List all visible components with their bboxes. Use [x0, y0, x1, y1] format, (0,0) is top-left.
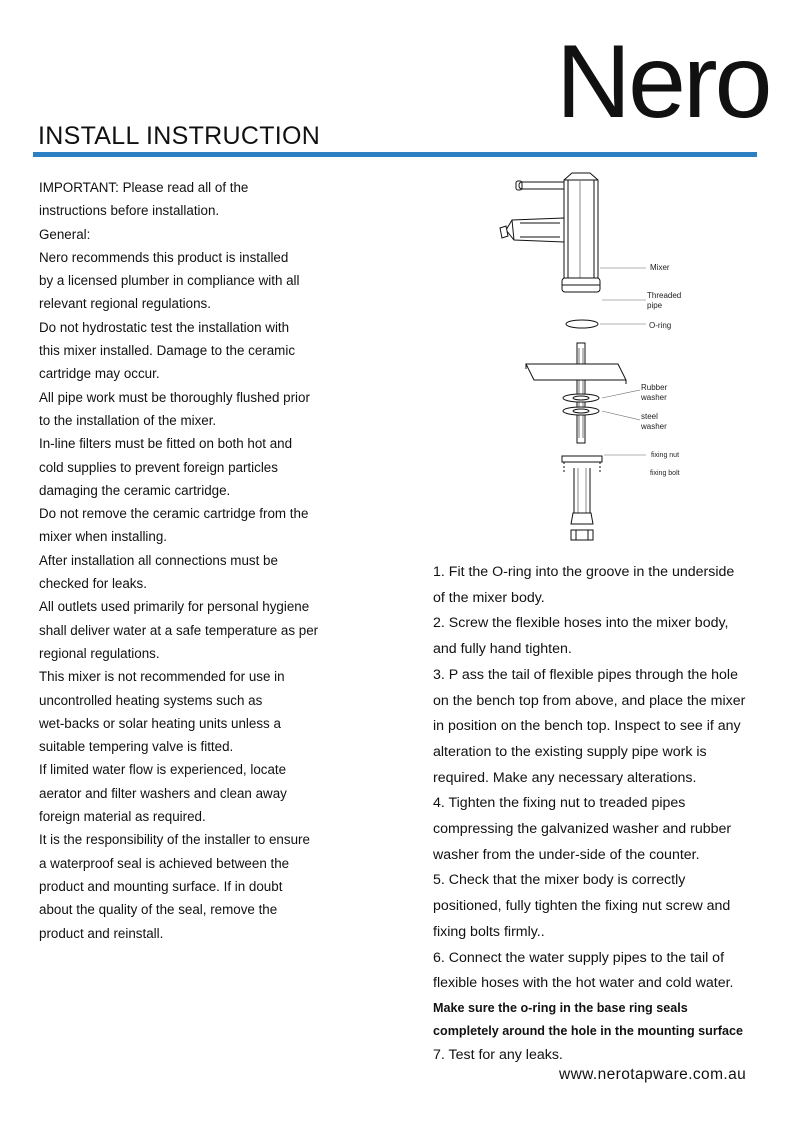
diagram-labels — [640, 263, 681, 477]
text-line: All outlets used primarily for personal hygiene — [39, 599, 310, 615]
text-line: a waterproof seal is achieved between the — [39, 855, 290, 871]
text-line: this mixer installed. Damage to the ceramic — [39, 343, 296, 359]
brand-logo: Nero — [556, 24, 770, 140]
text-line: by a licensed plumber in compliance with all — [39, 273, 300, 289]
o-ring-drawing — [566, 320, 598, 328]
text-line: This mixer is not recommended for use in — [39, 669, 285, 685]
step-line: and fully hand tighten. — [433, 641, 572, 658]
text-line: uncontrolled heating systems such as — [39, 692, 263, 708]
mixer-spout-drawing — [500, 218, 564, 242]
text-line: If limited water flow is experienced, locate — [39, 762, 287, 778]
threaded-pipe-drawing — [577, 343, 585, 443]
text-line: about the quality of the seal, remove the — [39, 902, 278, 918]
leader-lines — [600, 268, 646, 455]
text-line: product and mounting surface. If in doubt — [39, 878, 283, 894]
title-divider — [33, 152, 757, 157]
text-line: relevant regional regulations. — [39, 296, 211, 312]
step-line: of the mixer body. — [433, 589, 545, 606]
step-line: 1. Fit the O-ring into the groove in the underside — [433, 564, 735, 580]
text-line: wet-backs or solar heating units unless a — [39, 715, 281, 731]
text-line: All pipe work must be thoroughly flushed prior — [39, 389, 310, 405]
text-line: shall deliver water at a safe temperature as per — [39, 622, 319, 638]
step-line: compressing the galvanized washer and rubber — [433, 821, 732, 838]
label-fixing-nut: fixing nut — [651, 452, 680, 459]
text-line: mixer when installing. — [39, 529, 168, 545]
steel-washer-drawing — [563, 407, 599, 415]
text-line: instructions before installation. — [39, 203, 220, 219]
step-line: 3. P ass the tail of flexible pipes through the hole — [433, 666, 738, 683]
label-steel-washer: washer — [641, 422, 667, 431]
page-title: INSTALL INSTRUCTION — [38, 122, 321, 150]
text-line: Nero recommends this product is installed — [39, 249, 289, 265]
installation-steps — [433, 560, 763, 1069]
website-link[interactable]: www.nerotapware.com.au — [559, 1066, 747, 1083]
mixer-body-drawing — [562, 173, 600, 292]
step-note: completely around the hole in the mounting surface — [433, 1023, 743, 1038]
label-fixing-bolt: fixing bolt — [650, 470, 680, 477]
text-line: cold supplies to prevent foreign particles — [39, 459, 278, 475]
mixer-handle-drawing — [516, 181, 567, 190]
text-line: regional regulations. — [39, 645, 160, 661]
label-threaded: Threaded — [647, 291, 682, 300]
step-note: Make sure the o-ring in the base ring seals — [433, 1000, 688, 1015]
text-line: damaging the ceramic cartridge. — [39, 482, 231, 498]
text-line: checked for leaks. — [39, 576, 147, 592]
rubber-washer-drawing — [563, 394, 599, 402]
text-line: IMPORTANT: Please read all of the — [39, 180, 249, 195]
label-mixer: Mixer — [650, 263, 670, 272]
step-line: positioned, fully tighten the fixing nut screw and — [433, 898, 731, 915]
text-line: to the installation of the mixer. — [39, 412, 217, 428]
label-pipe: pipe — [647, 301, 663, 310]
text-line: foreign material as required. — [39, 809, 206, 825]
text-line: cartridge may occur. — [39, 366, 160, 382]
label-steel: steel — [641, 412, 658, 421]
faucet-exploded-diagram — [490, 168, 720, 548]
step-line: in position on the bench top. Inspect to see if any — [433, 718, 741, 735]
text-line: product and reinstall. — [39, 925, 164, 941]
label-rubber-washer: washer — [641, 393, 667, 402]
step-line: alteration to the existing supply pipe work is — [433, 743, 707, 760]
text-line: Do not hydrostatic test the installation with — [39, 319, 290, 335]
step-line: 5. Check that the mixer body is correctly — [433, 872, 686, 889]
label-oring: O-ring — [649, 321, 672, 330]
text-line: Do not remove the ceramic cartridge from the — [39, 506, 309, 522]
general-instructions — [39, 176, 359, 945]
text-line: In-line filters must be fitted on both hot and — [39, 436, 293, 452]
fixing-nut-drawing — [562, 456, 602, 473]
fixing-bolt-drawing — [571, 468, 593, 540]
step-line: required. Make any necessary alterations. — [433, 769, 697, 786]
text-line: It is the responsibility of the installer to ensure — [39, 832, 310, 848]
text-line: After installation all connections must be — [39, 552, 278, 568]
text-line: suitable tempering valve is fitted. — [39, 739, 234, 755]
text-line: aerator and filter washers and clean away — [39, 785, 287, 801]
step-line: washer from the under-side of the counter. — [433, 846, 700, 863]
step-line: 2. Screw the flexible hoses into the mixer body, — [433, 615, 729, 632]
step-line: 4. Tighten the fixing nut to treaded pipes — [433, 795, 686, 812]
step-line: on the bench top from above, and place the mixer — [433, 692, 746, 709]
step-line: 7. Test for any leaks. — [433, 1046, 563, 1063]
label-rubber: Rubber — [641, 383, 668, 392]
step-line: fixing bolts firmly.. — [433, 923, 545, 940]
step-line: 6. Connect the water supply pipes to the tail of — [433, 949, 725, 966]
text-line: General: — [39, 226, 91, 242]
bench-plate-drawing — [526, 364, 626, 384]
step-line: flexible hoses with the hot water and cold water. — [433, 975, 734, 992]
